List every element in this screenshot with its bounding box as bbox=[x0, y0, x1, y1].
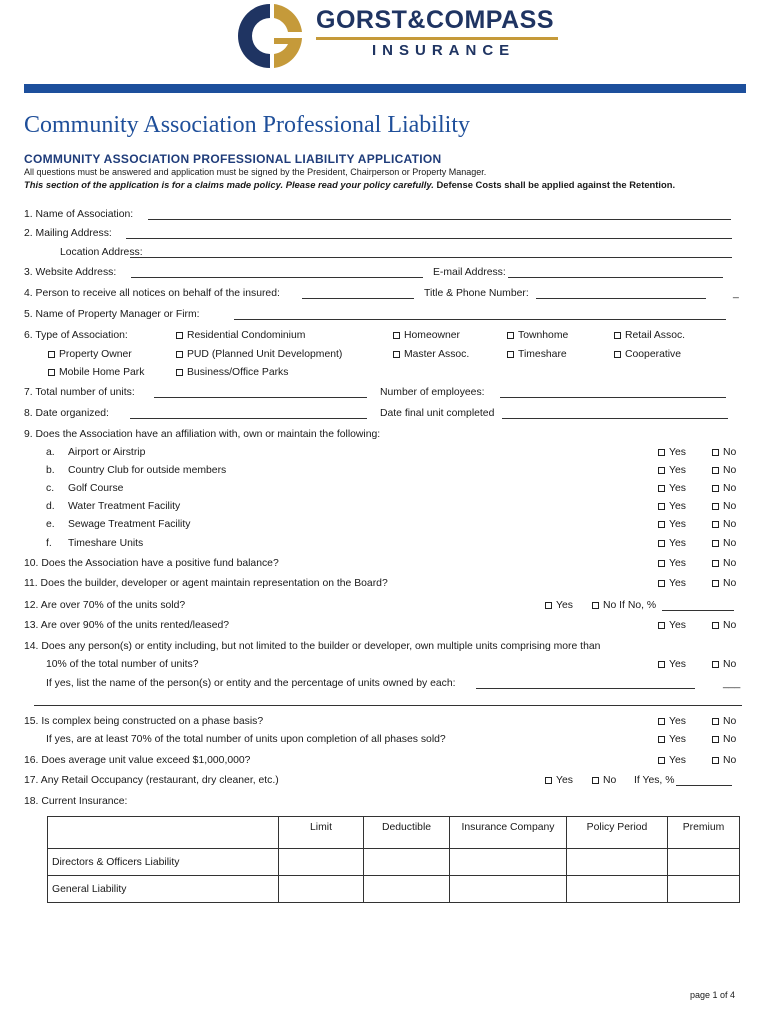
table-cell[interactable] bbox=[364, 876, 450, 903]
yes-label: Yes bbox=[669, 755, 686, 766]
q9-item-letter: d. bbox=[46, 501, 55, 512]
q12-yes[interactable] bbox=[545, 600, 573, 612]
q14-extra-line[interactable] bbox=[34, 705, 742, 706]
instructions-note: All questions must be answered and application must be signed by the President, Chairperson or Property Manager. bbox=[24, 167, 487, 177]
no-label: No bbox=[723, 447, 737, 458]
q8b-label: Date final unit completed bbox=[380, 408, 495, 419]
no-option[interactable] bbox=[712, 558, 736, 570]
q14-owners-field[interactable] bbox=[476, 688, 695, 689]
q9-item-letter: e. bbox=[46, 519, 55, 530]
checkbox[interactable] bbox=[658, 540, 665, 547]
yes-label: Yes bbox=[669, 501, 686, 512]
checkbox[interactable] bbox=[176, 351, 183, 358]
checkbox[interactable] bbox=[658, 485, 665, 492]
website-field[interactable] bbox=[131, 277, 423, 278]
checkbox[interactable] bbox=[592, 777, 599, 784]
q9-item-text: Sewage Treatment Facility bbox=[68, 519, 191, 530]
no-label: No bbox=[723, 501, 737, 512]
checkbox[interactable] bbox=[614, 332, 621, 339]
q12-percent-field[interactable] bbox=[662, 610, 734, 611]
q9-item-letter: a. bbox=[46, 447, 55, 458]
no-label: No bbox=[723, 538, 737, 549]
q17-yes[interactable] bbox=[545, 775, 573, 787]
property-manager-field[interactable] bbox=[234, 319, 726, 320]
checkbox[interactable] bbox=[658, 503, 665, 510]
yes-option[interactable] bbox=[658, 734, 686, 746]
claims-made-rest: Defense Costs shall be applied against the Retention. bbox=[433, 179, 676, 190]
claims-made-note bbox=[24, 179, 675, 190]
option-timeshare[interactable] bbox=[507, 349, 567, 361]
checkbox[interactable] bbox=[658, 521, 665, 528]
yes-label: Yes bbox=[669, 558, 686, 569]
header-cell: Insurance Company bbox=[450, 817, 567, 849]
checkbox[interactable] bbox=[712, 503, 719, 510]
q9-item-text: Country Club for outside members bbox=[68, 465, 227, 476]
checkbox[interactable] bbox=[712, 560, 719, 567]
option-pud[interactable] bbox=[176, 349, 342, 361]
q9-item-letter: f. bbox=[46, 538, 52, 549]
q9-label: 9. Does the Association have an affiliation with, own or maintain the following: bbox=[24, 429, 381, 440]
q14d-mark: ___ bbox=[723, 678, 741, 689]
checkbox[interactable] bbox=[176, 369, 183, 376]
logo-subtitle: INSURANCE bbox=[372, 42, 516, 59]
row-label: Directors & Officers Liability bbox=[48, 849, 279, 876]
checkbox[interactable] bbox=[658, 736, 665, 743]
no-label: No bbox=[723, 755, 737, 766]
table-cell[interactable] bbox=[567, 849, 668, 876]
no-label: No bbox=[723, 734, 737, 745]
opt-label: Property Owner bbox=[59, 349, 132, 360]
title-phone-field[interactable] bbox=[536, 298, 706, 299]
claims-made-italic: This section of the application is for a claims made policy. Please read your policy carefully. bbox=[24, 179, 434, 190]
header-cell: Policy Period bbox=[567, 817, 668, 849]
logo-g-icon bbox=[236, 2, 304, 70]
table-cell[interactable] bbox=[450, 849, 567, 876]
header-bar bbox=[24, 84, 746, 93]
checkbox[interactable] bbox=[712, 449, 719, 456]
q7-label: 7. Total number of units: bbox=[24, 387, 135, 398]
option-townhome[interactable] bbox=[507, 330, 568, 342]
opt-label: Homeowner bbox=[404, 330, 461, 341]
no-label: No bbox=[723, 465, 737, 476]
no-label: No bbox=[723, 483, 737, 494]
yes-label: Yes bbox=[669, 447, 686, 458]
yes-label: Yes bbox=[669, 716, 686, 727]
checkbox[interactable] bbox=[658, 622, 665, 629]
row-label: General Liability bbox=[48, 876, 279, 903]
checkbox[interactable] bbox=[592, 602, 599, 609]
header-cell: Deductible bbox=[364, 817, 450, 849]
checkbox[interactable] bbox=[507, 332, 514, 339]
notice-person-field[interactable] bbox=[302, 298, 414, 299]
table-cell[interactable] bbox=[668, 849, 740, 876]
q6-label: 6. Type of Association: bbox=[24, 330, 128, 341]
table-row bbox=[48, 876, 740, 903]
no-label: No bbox=[723, 578, 737, 589]
no-label: No bbox=[723, 716, 737, 727]
option-master-assoc[interactable] bbox=[393, 349, 469, 361]
q18-label: 18. Current Insurance: bbox=[24, 796, 128, 807]
application-title: COMMUNITY ASSOCIATION PROFESSIONAL LIABILITY APPLICATION bbox=[24, 152, 442, 166]
no-label: No bbox=[723, 620, 737, 631]
q4c-mark: _ bbox=[733, 288, 739, 299]
option-residential-condo[interactable] bbox=[176, 330, 305, 342]
yes-label: Yes bbox=[669, 483, 686, 494]
opt-label: Retail Assoc. bbox=[625, 330, 686, 341]
checkbox[interactable] bbox=[507, 351, 514, 358]
yes-label: Yes bbox=[669, 578, 686, 589]
checkbox[interactable] bbox=[545, 602, 552, 609]
q3-label: 3. Website Address: bbox=[24, 267, 117, 278]
checkbox[interactable] bbox=[712, 622, 719, 629]
yes-option[interactable] bbox=[658, 716, 686, 728]
q12-no[interactable] bbox=[592, 600, 656, 612]
option-business-office-parks[interactable] bbox=[176, 367, 288, 379]
table-cell[interactable] bbox=[279, 849, 364, 876]
q2-label: 2. Mailing Address: bbox=[24, 228, 112, 239]
association-name-field[interactable] bbox=[148, 219, 731, 220]
no-option[interactable] bbox=[712, 465, 736, 477]
yes-option[interactable] bbox=[658, 659, 686, 671]
no-label: No If No, % bbox=[603, 600, 657, 611]
q3b-label: E-mail Address: bbox=[433, 267, 506, 278]
checkbox[interactable] bbox=[658, 580, 665, 587]
q9-item-letter: b. bbox=[46, 465, 55, 476]
no-option[interactable] bbox=[712, 734, 736, 746]
table-cell[interactable] bbox=[279, 876, 364, 903]
option-retail-assoc[interactable] bbox=[614, 330, 685, 342]
q4b-label: Title & Phone Number: bbox=[424, 288, 529, 299]
no-option[interactable] bbox=[712, 538, 736, 550]
no-label: No bbox=[723, 519, 737, 530]
no-option[interactable] bbox=[712, 620, 736, 632]
q11-label: 11. Does the builder, developer or agent maintain representation on the Board? bbox=[24, 578, 388, 589]
opt-label: Business/Office Parks bbox=[187, 367, 289, 378]
yes-label: Yes bbox=[669, 519, 686, 530]
checkbox[interactable] bbox=[712, 467, 719, 474]
checkbox[interactable] bbox=[712, 736, 719, 743]
no-label: No bbox=[723, 659, 737, 670]
no-option[interactable] bbox=[712, 483, 736, 495]
checkbox[interactable] bbox=[658, 560, 665, 567]
no-option[interactable] bbox=[712, 501, 736, 513]
checkbox[interactable] bbox=[658, 718, 665, 725]
checkbox[interactable] bbox=[658, 661, 665, 668]
opt-label: Townhome bbox=[518, 330, 569, 341]
checkbox[interactable] bbox=[614, 351, 621, 358]
checkbox[interactable] bbox=[658, 757, 665, 764]
q9-item-letter: c. bbox=[46, 483, 55, 494]
q14b-label: 10% of the total number of units? bbox=[46, 659, 199, 670]
checkbox[interactable] bbox=[48, 369, 55, 376]
email-field[interactable] bbox=[508, 277, 723, 278]
date-organized-field[interactable] bbox=[130, 418, 367, 419]
checkbox[interactable] bbox=[393, 351, 400, 358]
q4-label: 4. Person to receive all notices on behalf of the insured: bbox=[24, 288, 280, 299]
logo-rule bbox=[316, 37, 558, 40]
q15b-label: If yes, are at least 70% of the total number of units upon completion of all phases sold? bbox=[46, 734, 446, 745]
checkbox[interactable] bbox=[712, 580, 719, 587]
no-label: No bbox=[723, 558, 737, 569]
checkbox[interactable] bbox=[48, 351, 55, 358]
q9-item-text: Water Treatment Facility bbox=[68, 501, 181, 512]
date-final-unit-field[interactable] bbox=[502, 418, 728, 419]
q16-label: 16. Does average unit value exceed $1,000,000? bbox=[24, 755, 251, 766]
table-cell[interactable] bbox=[364, 849, 450, 876]
q14-label: 14. Does any person(s) or entity including, but not limited to the builder or developer, own multiple units comprising more than bbox=[24, 641, 601, 652]
no-option[interactable] bbox=[712, 659, 736, 671]
yes-label: Yes bbox=[669, 734, 686, 745]
q13-label: 13. Are over 90% of the units rented/leased? bbox=[24, 620, 230, 631]
no-option[interactable] bbox=[712, 519, 736, 531]
table-header-row bbox=[48, 817, 740, 849]
header-cell: Premium bbox=[668, 817, 740, 849]
checkbox[interactable] bbox=[712, 661, 719, 668]
q2b-label: Location Address: bbox=[60, 247, 143, 258]
checkbox[interactable] bbox=[393, 332, 400, 339]
q17-if-label: If Yes, % bbox=[634, 775, 675, 786]
header-cell bbox=[48, 817, 279, 849]
q9-item-text: Golf Course bbox=[68, 483, 124, 494]
checkbox[interactable] bbox=[712, 757, 719, 764]
yes-option[interactable] bbox=[658, 538, 686, 550]
q9-item-text: Timeshare Units bbox=[68, 538, 144, 549]
no-option[interactable] bbox=[712, 716, 736, 728]
q5-label: 5. Name of Property Manager or Firm: bbox=[24, 309, 200, 320]
checkbox[interactable] bbox=[176, 332, 183, 339]
q10-label: 10. Does the Association have a positive fund balance? bbox=[24, 558, 279, 569]
yes-option[interactable] bbox=[658, 465, 686, 477]
q17-label: 17. Any Retail Occupancy (restaurant, dry cleaner, etc.) bbox=[24, 775, 279, 786]
opt-label: Residential Condominium bbox=[187, 330, 306, 341]
yes-label: Yes bbox=[556, 600, 573, 611]
checkbox[interactable] bbox=[545, 777, 552, 784]
table-row bbox=[48, 849, 740, 876]
checkbox[interactable] bbox=[712, 521, 719, 528]
option-mobile-home-park[interactable] bbox=[48, 367, 144, 379]
yes-label: Yes bbox=[669, 659, 686, 670]
option-property-owner[interactable] bbox=[48, 349, 132, 361]
yes-label: Yes bbox=[669, 538, 686, 549]
option-homeowner[interactable] bbox=[393, 330, 460, 342]
q14c-label: If yes, list the name of the person(s) or entity and the percentage of units owned by each: bbox=[46, 678, 456, 689]
no-option[interactable] bbox=[712, 755, 736, 767]
page-title: Community Association Professional Liability bbox=[24, 112, 470, 138]
yes-option[interactable] bbox=[658, 558, 686, 570]
table-cell[interactable] bbox=[450, 876, 567, 903]
yes-option[interactable] bbox=[658, 620, 686, 632]
no-label: No bbox=[603, 775, 617, 786]
q17-percent-field[interactable] bbox=[676, 785, 732, 786]
checkbox[interactable] bbox=[712, 540, 719, 547]
opt-label: Mobile Home Park bbox=[59, 367, 145, 378]
yes-option[interactable] bbox=[658, 483, 686, 495]
yes-label: Yes bbox=[669, 465, 686, 476]
option-cooperative[interactable] bbox=[614, 349, 681, 361]
opt-label: Cooperative bbox=[625, 349, 682, 360]
current-insurance-table bbox=[47, 816, 740, 903]
header-cell: Limit bbox=[279, 817, 364, 849]
location-address-field[interactable] bbox=[130, 257, 732, 258]
yes-option[interactable] bbox=[658, 755, 686, 767]
logo-company-name: GORST&COMPASS bbox=[316, 6, 554, 34]
q15-label: 15. Is complex being constructed on a phase basis? bbox=[24, 716, 264, 727]
checkbox[interactable] bbox=[712, 718, 719, 725]
yes-option[interactable] bbox=[658, 501, 686, 513]
yes-option[interactable] bbox=[658, 578, 686, 590]
opt-label: Master Assoc. bbox=[404, 349, 470, 360]
employees-field[interactable] bbox=[500, 397, 726, 398]
checkbox[interactable] bbox=[658, 467, 665, 474]
table-cell[interactable] bbox=[668, 876, 740, 903]
table-cell[interactable] bbox=[567, 876, 668, 903]
yes-label: Yes bbox=[669, 620, 686, 631]
page-number: page 1 of 4 bbox=[690, 990, 736, 1000]
q8-label: 8. Date organized: bbox=[24, 408, 109, 419]
checkbox[interactable] bbox=[712, 485, 719, 492]
opt-label: PUD (Planned Unit Development) bbox=[187, 349, 343, 360]
checkbox[interactable] bbox=[658, 449, 665, 456]
q7b-label: Number of employees: bbox=[380, 387, 485, 398]
total-units-field[interactable] bbox=[154, 397, 367, 398]
q12-label: 12. Are over 70% of the units sold? bbox=[24, 600, 186, 611]
yes-option[interactable] bbox=[658, 519, 686, 531]
q9-item-text: Airport or Airstrip bbox=[68, 447, 146, 458]
yes-option[interactable] bbox=[658, 447, 686, 459]
q1-label: 1. Name of Association: bbox=[24, 209, 134, 220]
no-option[interactable] bbox=[712, 447, 736, 459]
opt-label: Timeshare bbox=[518, 349, 567, 360]
yes-label: Yes bbox=[556, 775, 573, 786]
q17-no[interactable] bbox=[592, 775, 616, 787]
no-option[interactable] bbox=[712, 578, 736, 590]
mailing-address-field[interactable] bbox=[126, 238, 732, 239]
